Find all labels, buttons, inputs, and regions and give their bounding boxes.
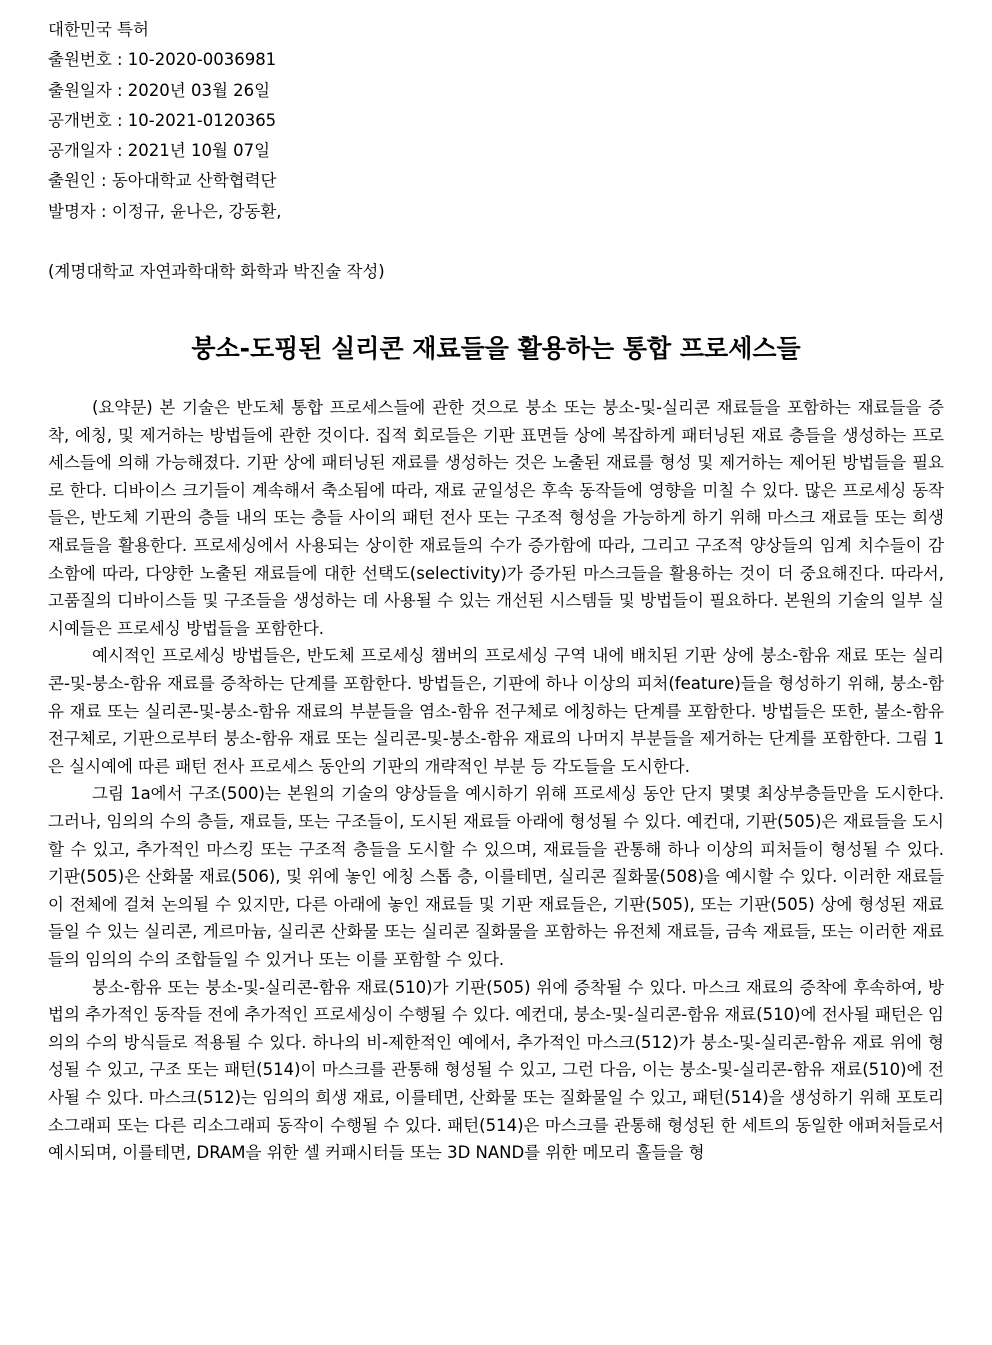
inventors: 발명자 : 이정규, 윤나은, 강동환, (48, 201, 282, 221)
paragraph-method: 예시적인 프로세싱 방법들은, 반도체 프로세싱 챔버의 프로세싱 구역 내에 배치된 기판 상에 붕소-함유 재료 또는 실리콘-및-붕소-함유 재료를 증착하는 단계를 포함한다. 방법들은, 기판에 하나 이상의 피처(feature)들을 형성하기 위해, 붕소-함유 재료 또는 실리콘-및-붕소-함유 재료의 부분들을 염소-함유 전구체로 에칭하는 단계를 포함한다. 방법들은 또한, 불소-함유 전구체로, 기판으로부터 붕소-함유 재료 또는 실리콘-및-붕소-함유 재료의 나머지 부분들을 제거하는 단계를 포함한다. 그림 1은 실시예에 따른 패턴 전사 프로세스 동안의 기판의 개략적인 부분 등 각도들을 도시한다. (48, 646, 944, 776)
paragraph-abstract: (요약문) 본 기술은 반도체 통합 프로세스들에 관한 것으로 붕소 또는 붕소-및-실리콘 재료들을 포함하는 재료들을 증착, 에칭, 및 제거하는 방법들에 관한 것이다. 집적 회로들은 기판 표면들 상에 복잡하게 패터닝된 재료 층들을 생성하는 프로세스들에 의해 가능해졌다. 기판 상에 패터닝된 재료를 생성하는 것은 노출된 재료를 형성 및 제거하는 제어된 방법들을 필요로 한다. 디바이스 크기들이 계속해서 축소됨에 따라, 재료 균일성은 후속 동작들에 영향을 미칠 수 있다. 많은 프로세싱 동작들은, 반도체 기판의 층들 내의 또는 층들 사이의 패턴 전사 또는 구조적 형성을 가능하게 하기 위해 마스크 재료들 또는 희생 재료들을 활용한다. 프로세싱에서 사용되는 상이한 재료들의 수가 증가함에 따라, 그리고 구조적 양상들의 임계 치수들이 감소함에 따라, 다양한 노출된 재료들에 대한 선택도(selectivity)가 증가된 마스크들을 활용하는 것이 더 중요해진다. 따라서, 고품질의 디바이스들 및 구조들을 생성하는 데 사용될 수 있는 개선된 시스템들 및 방법들이 필요하다. 본원의 기술의 일부 실시예들은 프로세싱 방법들을 포함한다. (48, 398, 944, 638)
patent-metadata (48, 15, 944, 227)
application-date: 출원일자 : 2020년 03월 26일 (48, 80, 271, 100)
application-number: 출원번호 : 10-2020-0036981 (48, 50, 277, 70)
body-text (48, 394, 944, 1167)
author-note: (계명대학교 자연과학대학 화학과 박진술 작성) (48, 262, 385, 282)
publication-date: 공개일자 : 2021년 10월 07일 (48, 141, 271, 161)
spacer (48, 227, 944, 257)
document-title: 붕소-도핑된 실리콘 재료들을 활용하는 통합 프로세스들 (191, 334, 801, 364)
applicant: 출원인 : 동아대학교 산학협력단 (48, 171, 277, 191)
publication-number: 공개번호 : 10-2021-0120365 (48, 110, 277, 130)
patent-country: 대한민국 특허 (48, 20, 149, 39)
paragraph-figure-1a: 그림 1a에서 구조(500)는 본원의 기술의 양상들을 예시하기 위해 프로세싱 동안 단지 몇몇 최상부층들만을 도시한다. 그러나, 임의의 수의 층들, 재료들, 또는 구조들이, 도시된 재료들 아래에 형성될 수 있다. 예컨대, 기판(505)은 재료들을 도시할 수 있고, 추가적인 마스킹 또는 구조적 층들을 도시할 수 있으며, 재료들을 관통해 하나 이상의 피처들이 형성될 수 있다. 기판(505)은 산화물 재료(506), 및 위에 놓인 에칭 스톱 층, 이를테면, 실리콘 질화물(508)을 예시할 수 있다. 이러한 재료들이 전체에 걸쳐 논의될 수 있지만, 다른 아래에 놓인 재료들 및 기판 재료들은, 기판(505), 또는 기판(505) 상에 형성된 재료들일 수 있는 실리콘, 게르마늄, 실리콘 산화물 또는 실리콘 질화물을 포함하는 유전체 재료들, 금속 재료들, 또는 이러한 재료들의 임의의 수의 조합들일 수 있거나 또는 이를 포함할 수 있다. (48, 784, 944, 969)
paragraph-boron-material: 붕소-함유 또는 붕소-및-실리콘-함유 재료(510)가 기판(505) 위에 증착될 수 있다. 마스크 재료의 증착에 후속하여, 방법의 추가적인 동작들 전에 추가적인 프로세싱이 수행될 수 있다. 예컨대, 붕소-및-실리콘-함유 재료(510)에 전사될 패턴은 임의의 수의 방식들로 적용될 수 있다. 하나의 비-제한적인 예에서, 추가적인 마스크(512)가 붕소-및-실리콘-함유 재료 위에 형성될 수 있고, 구조 또는 패턴(514)이 마스크를 관통해 형성될 수 있고, 그런 다음, 이는 붕소-및-실리콘-함유 재료(510)에 전사될 수 있다. 마스크(512)는 임의의 희생 재료, 이를테면, 산화물 또는 질화물일 수 있고, 패턴(514)을 생성하기 위해 포토리소그래피 또는 다른 리소그래피 동작이 수행될 수 있다. 패턴(514)은 마스크를 관통해 형성된 한 세트의 동일한 애퍼처들로서 예시되며, 이를테면, DRAM을 위한 셀 커패시터들 또는 3D NAND를 위한 메모리 홀들을 형 (48, 977, 944, 1163)
